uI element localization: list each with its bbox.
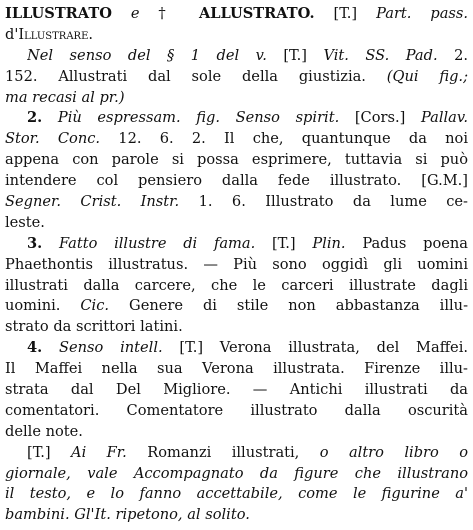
- citation-text: 12. 6. 2. Il che, quantunque da noi: [118, 130, 468, 148]
- entry-verb: Illustrare.: [18, 25, 94, 43]
- citation-text: Padus poena: [362, 234, 468, 252]
- sense-line: [5, 171, 468, 192]
- sense-line: delle note.: [5, 422, 83, 440]
- headword: ILLUSTRATO: [5, 5, 112, 22]
- citation-source: Segner. Crist. Instr.: [5, 193, 180, 211]
- sense-line: [5, 255, 468, 276]
- sense-line: [5, 108, 468, 129]
- entry-line: [5, 4, 468, 25]
- citation-source: Plin.: [312, 234, 346, 252]
- sense-line: [5, 192, 468, 213]
- sense-line: leste.: [5, 213, 45, 231]
- sense-line: ma recasi al pr.): [5, 88, 125, 106]
- citation-source: Stor. Conc.: [5, 130, 101, 148]
- source-label: [T.]: [271, 234, 296, 252]
- dictionary-entry: [5, 4, 468, 526]
- citation-text: 1. 6. Illustrato da lume ce-: [198, 193, 468, 211]
- sense-line: [5, 464, 468, 485]
- citation-text: Genere di stile non abbastanza illu-: [129, 297, 468, 315]
- sense-line: strato da scrittori latini.: [5, 318, 183, 336]
- source-label: [T.]: [27, 443, 51, 461]
- source-label: [Cors.]: [354, 109, 406, 127]
- sense-line: [5, 443, 468, 464]
- sense-line: [5, 67, 468, 88]
- sense-definition: Fatto illustre di fama.: [59, 234, 256, 252]
- source-label: [T.]: [283, 46, 307, 64]
- sense-definition: Senso intell.: [59, 339, 163, 357]
- citation-text: intendere col pensiero dalla fede illustrato. [G.M.]: [5, 172, 468, 190]
- sense-number: 3.: [27, 234, 43, 252]
- sense-line: bambini. Gl'It. ripetono, al solito.: [5, 506, 250, 524]
- citation-text: Phaethontis illustratus. — Più sono oggidì gli uomini: [5, 255, 468, 273]
- dagger-mark: †: [158, 5, 181, 22]
- entry-of: d': [5, 25, 19, 43]
- citation-text: illustrati dalla carcere, che le carceri illustrate dagli: [5, 276, 468, 294]
- entry-line: [5, 25, 468, 46]
- conjunction: e: [130, 5, 140, 22]
- sense-line: [5, 276, 468, 297]
- sense-line: [5, 150, 468, 171]
- sense-note: (Qui fig.;: [386, 67, 468, 85]
- sense-line: [5, 46, 468, 67]
- citation-text: strata dal Del Migliore. — Antichi illustrati da: [5, 381, 468, 399]
- citation-text: appena con parole si possa esprimere, tuttavia si può: [5, 151, 468, 169]
- citation-text: comentatori. Comentatore illustrato dalla oscurità: [5, 401, 468, 419]
- sense-line: [5, 234, 468, 255]
- headword-variant: ALLUSTRATO.: [198, 5, 315, 22]
- sense-definition: Più espressam. fig. Senso spirit.: [57, 109, 340, 127]
- citation-text: Romanzi illustrati,: [147, 443, 300, 461]
- sense-number: 4.: [27, 339, 43, 357]
- citation-source: Vit. SS. Pad.: [323, 46, 438, 64]
- citation-ref: 2.: [454, 46, 468, 64]
- sense-line: [5, 380, 468, 401]
- sense-note: il testo, e lo fanno accettabile, come le figurine a': [5, 485, 468, 503]
- citation-text: Il Maffei nella sua Verona illustrata. Firenze illu-: [5, 360, 468, 378]
- source-label: [T.]: [333, 5, 358, 22]
- sense-line: [5, 401, 468, 422]
- sense-note: o altro libro o: [319, 443, 468, 461]
- sense-line: [5, 338, 468, 359]
- sense-definition: Nel senso del § 1 del v.: [27, 46, 267, 64]
- grammar-label: Part. pass.: [376, 5, 468, 22]
- sense-note: giornale, vale Accompagnato da figure che illustrano: [5, 464, 468, 482]
- citation-source: Cic.: [80, 297, 110, 315]
- sense-line: [5, 359, 468, 380]
- citation-source: Pallav.: [420, 109, 468, 127]
- citation-text: [T.] Verona illustrata, del Maffei.: [179, 339, 468, 357]
- sense-line: [5, 484, 468, 505]
- sense-definition: Ai Fr.: [71, 443, 127, 461]
- sense-line: [5, 129, 468, 150]
- citation-text: uomini.: [5, 297, 61, 315]
- citation-text: 152. Allustrati dal sole della giustizia.: [5, 67, 366, 85]
- sense-number: 2.: [27, 109, 43, 127]
- sense-line: [5, 296, 468, 317]
